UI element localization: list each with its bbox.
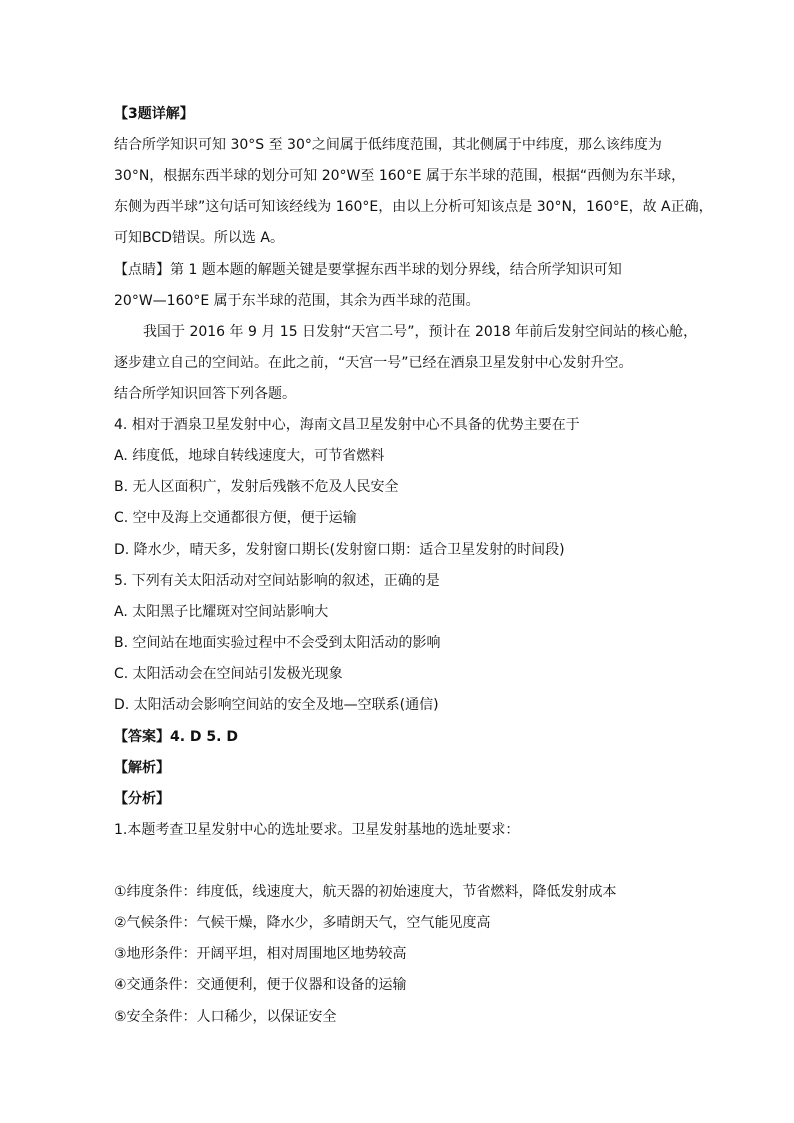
passage-instruction: 结合所学知识回答下列各题。 (114, 386, 296, 402)
tip-line-2: 20°W—160°E 属于东半球的范围，其余为西半球的范围。 (114, 293, 480, 309)
section3-heading: 【3题详解】 (114, 106, 194, 122)
condition-4: ④交通条件：交通便利，便于仪器和设备的运输 (114, 977, 407, 993)
analysis-intro: 1.本题考查卫星发射中心的选址要求。卫星发射基地的选址要求： (114, 822, 520, 838)
question-5-option-d: D. 太阳活动会影响空间站的安全及地—空联系(通信) (114, 697, 439, 713)
condition-2: ②气候条件：气候干燥，降水少，多晴朗天气，空气能见度高 (114, 915, 491, 931)
section3-line-3: 东侧为西半球”这句话可知该经线为 160°E，由以上分析可知该点是 30°N，160°E，故 A正确， (114, 199, 713, 215)
section3-line-4: 可知BCD错误。所以选 A。 (114, 230, 284, 246)
section3-line-2: 30°N，根据东西半球的划分可知 20°W至 160°E 属于东半球的范围，根据“西侧为东半球， (114, 168, 686, 184)
question-4-option-c: C. 空中及海上交通都很方便，便于运输 (114, 510, 357, 526)
condition-5: ⑤安全条件：人口稀少，以保证安全 (114, 1009, 337, 1025)
passage-line-2: 逐步建立自己的空间站。在此之前，“天宫一号”已经在酒泉卫星发射中心发射升空。 (114, 355, 633, 371)
question-4-option-d: D. 降水少，晴天多，发射窗口期长(发射窗口期：适合卫星发射的时间段) (114, 542, 565, 558)
condition-1: ①纬度条件：纬度低，线速度大，航天器的初始速度大，节省燃料，降低发射成本 (114, 884, 617, 900)
question-4-option-b: B. 无人区面积广，发射后残骸不危及人民安全 (114, 479, 399, 495)
question-4-stem: 4. 相对于酒泉卫星发射中心，海南文昌卫星发射中心不具备的优势主要在于 (114, 417, 580, 433)
answer-line: 【答案】4. D 5. D (114, 729, 238, 745)
question-4-option-a: A. 纬度低，地球自转线速度大，可节省燃料 (114, 448, 385, 464)
question-5-stem: 5. 下列有关太阳活动对空间站影响的叙述，正确的是 (114, 573, 440, 589)
analysis-subheading: 【分析】 (114, 791, 170, 807)
section3-line-1: 结合所学知识可知 30°S 至 30°之间属于低纬度范围，其北侧属于中纬度，那么该纬度为 (114, 137, 662, 153)
passage-line-1: 我国于 2016 年 9 月 15 日发射“天宫二号”，预计在 2018 年前后发射空间站的核心舱， (143, 324, 698, 340)
question-5-option-a: A. 太阳黑子比耀斑对空间站影响大 (114, 604, 329, 620)
analysis-heading: 【解析】 (114, 760, 170, 776)
question-5-option-b: B. 空间站在地面实验过程中不会受到太阳活动的影响 (114, 635, 441, 651)
tip-line-1: 【点睛】第 1 题本题的解题关键是要掌握东西半球的划分界线，结合所学知识可知 (114, 262, 622, 278)
question-5-option-c: C. 太阳活动会在空间站引发极光现象 (114, 666, 343, 682)
condition-3: ③地形条件：开阔平坦，相对周围地区地势较高 (114, 946, 407, 962)
